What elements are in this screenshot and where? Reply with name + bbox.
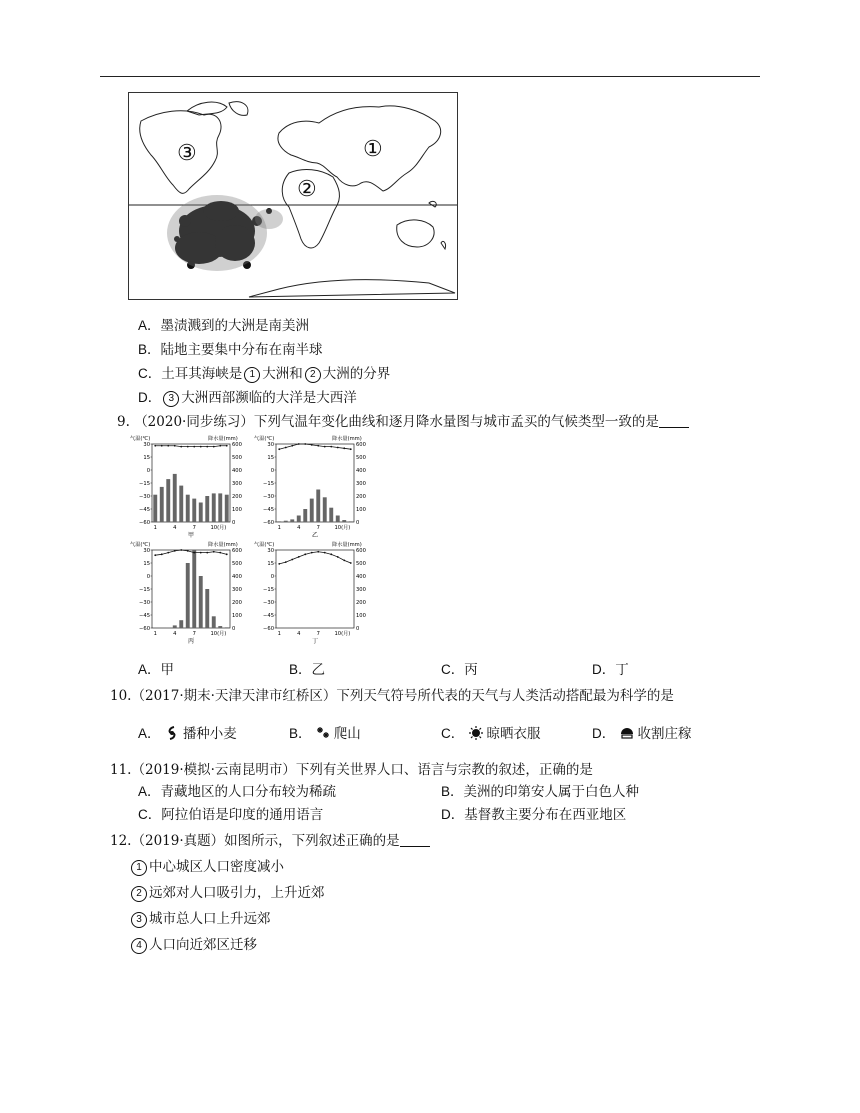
q9-option-a[interactable]: A．甲	[138, 662, 175, 678]
temp-tick-label: −45	[263, 507, 274, 513]
q8-option-d[interactable]: D． 3 大洲西部濒临的大洋是大西洋	[138, 390, 357, 406]
temperature-point	[285, 447, 287, 449]
temperature-point	[226, 445, 228, 447]
temperature-point	[343, 447, 345, 449]
precip-tick-label: 0	[356, 520, 360, 526]
climate-chart-ding	[252, 538, 374, 646]
temp-tick-label: −45	[263, 613, 274, 619]
world-map-drawing	[129, 93, 457, 299]
precip-tick-label: 200	[232, 600, 242, 606]
precip-bar	[192, 550, 196, 628]
q11-stem: 11.（2019·模拟·云南昆明市）下列有关世界人口、语言与宗教的叙述，正确的是	[110, 762, 593, 778]
q10-option-c[interactable]: C． 晾晒衣服	[441, 726, 541, 742]
climate-chart-yi	[252, 432, 374, 540]
temperature-point	[180, 446, 182, 448]
temp-tick-label: −30	[139, 494, 150, 500]
q12-item-1[interactable]: 1 中心城区人口密度减小	[129, 855, 284, 876]
precip-tick-label: 500	[356, 455, 366, 461]
q12-item-3[interactable]: 3 城市总人口上升远郊	[129, 907, 271, 928]
x-tick-label: 10(月)	[210, 631, 227, 637]
precip-tick-label: 100	[356, 507, 366, 513]
temperature-point	[187, 550, 189, 552]
precip-tick-label: 600	[232, 548, 242, 554]
header-rule	[100, 76, 760, 77]
x-tick-label: 1	[277, 631, 281, 637]
q9-option-b[interactable]: B．乙	[289, 662, 326, 678]
precip-bar	[160, 487, 164, 522]
temperature-point	[200, 446, 202, 448]
precip-bar	[179, 486, 183, 522]
temperature-point	[167, 445, 169, 447]
y-axis-title-temperature: 气温(℃)	[254, 542, 275, 548]
x-tick-label: 10(月)	[334, 525, 351, 531]
temp-tick-label: 30	[267, 548, 274, 554]
temperature-point	[226, 553, 228, 555]
precip-tick-label: 300	[356, 481, 366, 487]
y-axis-title-precipitation: 降水量(mm)	[208, 542, 238, 548]
precip-tick-label: 0	[232, 520, 236, 526]
q9-option-d[interactable]: D．丁	[592, 662, 629, 678]
temp-tick-label: −15	[139, 481, 150, 487]
precip-tick-label: 600	[356, 548, 366, 554]
precip-bar	[205, 589, 209, 628]
temperature-point	[193, 446, 195, 448]
temperature-point	[193, 552, 195, 554]
snow-icon	[316, 726, 330, 740]
temperature-point	[291, 445, 293, 447]
chart-title: 丙	[187, 638, 195, 645]
precip-bar	[225, 495, 229, 522]
temperature-point	[350, 562, 352, 564]
y-axis-title-precipitation: 降水量(mm)	[208, 436, 238, 442]
temperature-point	[311, 444, 313, 446]
temp-tick-label: −30	[263, 600, 274, 606]
temp-tick-label: 15	[143, 561, 150, 567]
q10-option-d[interactable]: D． 收割庄稼	[592, 726, 692, 742]
temperature-point	[161, 445, 163, 447]
precip-bar	[218, 493, 222, 522]
precip-tick-label: 500	[232, 561, 242, 567]
temp-tick-label: −15	[263, 587, 274, 593]
temperature-point	[213, 551, 215, 553]
precip-tick-label: 500	[356, 561, 366, 567]
temperature-point	[213, 446, 215, 448]
precip-tick-label: 300	[232, 481, 242, 487]
x-tick-label: 1	[277, 525, 281, 531]
temperature-point	[219, 445, 221, 447]
temp-tick-label: 0	[270, 574, 274, 580]
temp-tick-label: 30	[143, 442, 150, 448]
q10-option-b[interactable]: B． 爬山	[289, 726, 361, 742]
precip-tick-label: 500	[232, 455, 242, 461]
temperature-point	[161, 553, 163, 555]
q9-stem: 9. （2020·同步练习）下列气温年变化曲线和逐月降水量图与城市孟买的气候类型一致的是	[117, 410, 689, 430]
x-tick-label: 7	[192, 631, 196, 637]
precip-tick-label: 400	[232, 468, 242, 474]
temperature-point	[219, 552, 221, 554]
precip-bar	[290, 519, 294, 522]
x-tick-label: 4	[173, 525, 177, 531]
x-tick-label: 1	[153, 525, 157, 531]
temp-tick-label: −30	[263, 494, 274, 500]
temperature-point	[304, 553, 306, 555]
temperature-point	[317, 551, 319, 553]
temp-tick-label: −15	[263, 481, 274, 487]
precip-bar	[336, 516, 340, 523]
x-tick-label: 1	[153, 631, 157, 637]
q11-option-a[interactable]: A．青藏地区的人口分布较为稀疏	[138, 784, 337, 800]
map-label-3: ③	[177, 141, 197, 166]
q8-option-b[interactable]: B．陆地主要集中分布在南半球	[138, 342, 323, 358]
q8-option-a[interactable]: A．墨渍溅到的大洲是南美洲	[138, 318, 310, 334]
x-tick-label: 7	[316, 525, 320, 531]
x-tick-label: 10(月)	[210, 525, 227, 531]
x-tick-label: 4	[297, 631, 301, 637]
temp-tick-label: −30	[139, 600, 150, 606]
temperature-point	[311, 552, 313, 554]
precip-bar	[212, 493, 216, 522]
temperature-point	[317, 445, 319, 447]
temperature-point	[278, 448, 280, 450]
q12-item-2[interactable]: 2 远郊对人口吸引力，上升近郊	[129, 881, 325, 902]
x-tick-label: 7	[192, 525, 196, 531]
q12-stem: 12.（2019·真题）如图所示，下列叙述正确的是	[110, 829, 430, 849]
precip-tick-label: 100	[232, 613, 242, 619]
temperature-point	[278, 563, 280, 565]
temperature-point	[200, 552, 202, 554]
map-label-1: ①	[363, 137, 383, 162]
temperature-point	[330, 446, 332, 448]
y-axis-title-precipitation: 降水量(mm)	[332, 436, 362, 442]
temp-tick-label: −60	[263, 520, 274, 526]
q9-option-c[interactable]: C．丙	[441, 662, 478, 678]
temperature-point	[291, 559, 293, 561]
map-label-2: ②	[297, 177, 317, 202]
precip-tick-label: 400	[356, 468, 366, 474]
precip-bar	[179, 620, 183, 628]
chart-title: 丁	[311, 638, 319, 645]
q10-stem: 10.（2017·期末·天津天津市红桥区）下列天气符号所代表的天气与人类活动搭配最为科学的是	[110, 688, 674, 704]
precip-bar	[186, 495, 190, 522]
precip-bar	[212, 616, 216, 628]
precip-bar	[199, 503, 203, 523]
chart-title: 乙	[311, 532, 319, 539]
temperature-line	[155, 446, 227, 447]
sunny-icon	[620, 726, 634, 740]
temp-tick-label: 30	[267, 442, 274, 448]
temperature-point	[304, 443, 306, 445]
temperature-line	[155, 550, 227, 555]
temperature-point	[154, 554, 156, 556]
q11-option-d[interactable]: D．基督教主要分布在西亚地区	[441, 807, 627, 823]
typhoon-icon	[165, 726, 179, 740]
precip-bar	[173, 474, 177, 522]
precip-tick-label: 200	[356, 600, 366, 606]
y-axis-title-temperature: 气温(℃)	[130, 436, 151, 442]
y-axis-title-temperature: 气温(℃)	[130, 542, 151, 548]
precip-tick-label: 600	[356, 442, 366, 448]
temperature-point	[324, 552, 326, 554]
precip-tick-label: 600	[232, 442, 242, 448]
precip-tick-label: 300	[356, 587, 366, 593]
temperature-point	[206, 552, 208, 554]
temperature-point	[167, 552, 169, 554]
temperature-line	[279, 444, 351, 449]
temperature-point	[187, 446, 189, 448]
temp-tick-label: 0	[270, 468, 274, 474]
temp-tick-label: 15	[267, 561, 274, 567]
temp-tick-label: −15	[139, 587, 150, 593]
precip-tick-label: 200	[356, 494, 366, 500]
sandstorm-icon	[469, 726, 483, 740]
precip-tick-label: 200	[232, 494, 242, 500]
precip-bar	[186, 563, 190, 628]
temp-tick-label: −60	[139, 626, 150, 632]
y-axis-title-precipitation: 降水量(mm)	[332, 542, 362, 548]
temperature-point	[285, 561, 287, 563]
precip-bar	[205, 496, 209, 522]
temp-tick-label: 15	[143, 455, 150, 461]
precip-tick-label: 100	[356, 613, 366, 619]
precip-bar	[166, 479, 170, 522]
temperature-point	[180, 549, 182, 551]
precip-bar	[323, 497, 327, 522]
temperature-point	[174, 550, 176, 552]
precip-bar	[284, 521, 288, 522]
precip-bar	[173, 625, 177, 628]
temperature-point	[337, 447, 339, 449]
answer-blank[interactable]	[400, 834, 430, 847]
q12-item-4[interactable]: 4 人口向近郊区迁移	[129, 933, 257, 954]
precip-tick-label: 300	[232, 587, 242, 593]
precip-tick-label: 400	[232, 574, 242, 580]
precip-bar	[303, 509, 307, 522]
temperature-point	[174, 445, 176, 447]
temp-tick-label: 0	[146, 574, 150, 580]
precip-bar	[199, 576, 203, 628]
temperature-point	[343, 560, 345, 562]
precip-tick-label: 100	[232, 507, 242, 513]
precip-bar	[349, 521, 353, 522]
climate-chart-jia	[128, 432, 250, 540]
temperature-point	[298, 556, 300, 558]
precip-bar	[316, 490, 320, 523]
temp-tick-label: −60	[263, 626, 274, 632]
temp-tick-label: −45	[139, 613, 150, 619]
precip-tick-label: 400	[356, 574, 366, 580]
climate-chart-bing	[128, 538, 250, 646]
temperature-point	[154, 445, 156, 447]
x-tick-label: 7	[316, 631, 320, 637]
temp-tick-label: 0	[146, 468, 150, 474]
precip-bar	[310, 499, 314, 522]
precip-bar	[277, 521, 281, 522]
temp-tick-label: 30	[143, 548, 150, 554]
temperature-point	[350, 448, 352, 450]
precip-bar	[329, 508, 333, 522]
q8-option-c[interactable]: C．土耳其海峡是 1 大洲和 2 大洲的分界	[138, 366, 391, 382]
temperature-point	[324, 446, 326, 448]
temperature-point	[298, 443, 300, 445]
chart-title: 甲	[187, 532, 195, 539]
temperature-point	[206, 446, 208, 448]
plot-frame	[152, 550, 230, 628]
temp-tick-label: −45	[139, 507, 150, 513]
x-tick-label: 4	[297, 525, 301, 531]
temp-tick-label: 15	[267, 455, 274, 461]
precip-bar	[192, 499, 196, 522]
temperature-point	[330, 553, 332, 555]
temperature-line	[279, 552, 351, 564]
precip-bar	[342, 520, 346, 522]
q11-option-b[interactable]: B．美洲的印第安人属于白色人种	[441, 784, 640, 800]
temperature-point	[337, 556, 339, 558]
world-map	[128, 92, 458, 300]
precip-tick-label: 0	[356, 626, 360, 632]
x-tick-label: 4	[173, 631, 177, 637]
q11-option-c[interactable]: C．阿拉伯语是印度的通用语言	[138, 807, 324, 823]
plot-frame	[276, 444, 354, 522]
x-tick-label: 10(月)	[334, 631, 351, 637]
precip-bar	[225, 627, 229, 628]
precip-bar	[153, 495, 157, 522]
precip-bar	[297, 516, 301, 523]
temp-tick-label: −60	[139, 520, 150, 526]
precip-bar	[218, 626, 222, 628]
y-axis-title-temperature: 气温(℃)	[254, 436, 275, 442]
precip-tick-label: 0	[232, 626, 236, 632]
answer-blank[interactable]	[659, 415, 689, 428]
q10-option-a[interactable]: A． 播种小麦	[138, 726, 237, 742]
